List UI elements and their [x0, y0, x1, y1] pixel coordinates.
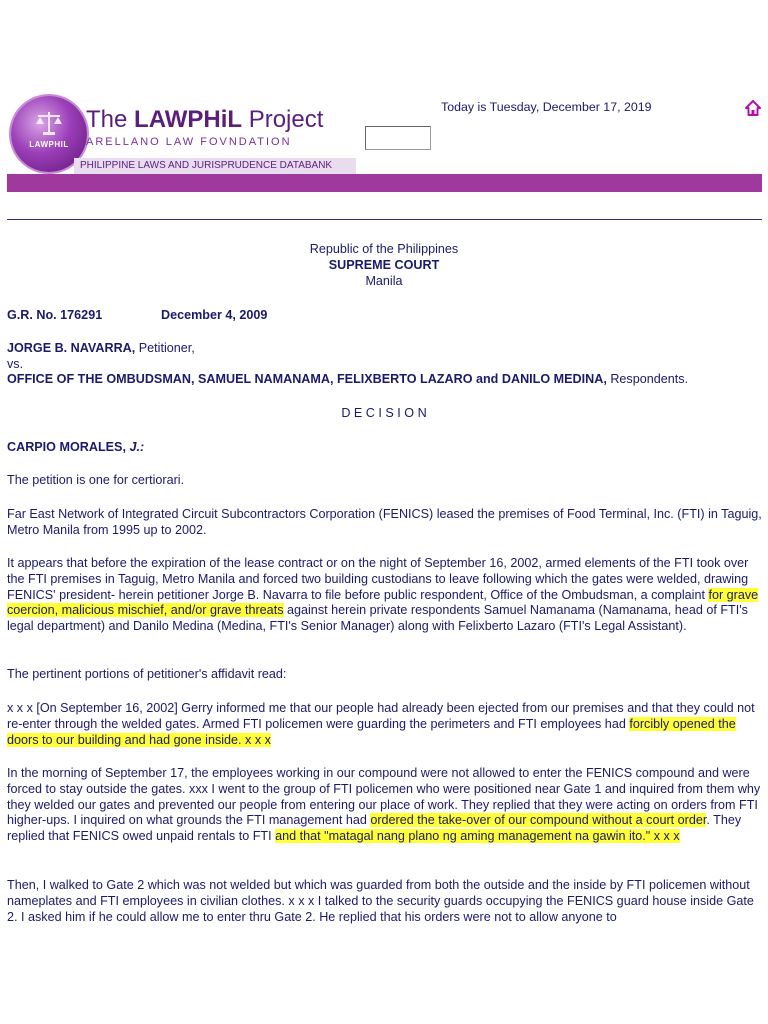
site-title-suffix: Project: [242, 106, 324, 133]
paragraph-6-text-b: . They replied that FENICS owed unpaid rentals to FTI: [7, 813, 742, 844]
respondents-role: Respondents.: [606, 372, 689, 386]
case-number: G.R. No. 176291: [7, 308, 103, 322]
paragraph-5-text: x x x [On September 16, 2002] Gerry informed me that our people had already been ejected from our premises and that they could not re-enter through the welded gates. Armed FTI policemen were guarding the perimeters and FTI employees had: [7, 701, 755, 731]
paragraph-5: [7, 701, 762, 748]
paragraph-6: [7, 766, 762, 845]
site-title-brand: LAWPHiL: [134, 106, 243, 133]
court-name: SUPREME COURT: [328, 258, 440, 272]
site-tagline-bar: [74, 158, 356, 174]
highlight-take-over: ordered the take-over of our compound without a court order: [370, 813, 707, 828]
highlight-matagal-nang-plano: and that "matagal nang plano ng aming management na gawin ito." x x x: [275, 829, 680, 844]
home-icon[interactable]: [744, 99, 762, 117]
scales-of-justice-icon: [35, 110, 63, 136]
paragraph-6-text-a: In the morning of September 17, the employees working in our compound were not allowed to enter the FENICS compound and were forced to stay outside the gates. xxx I went to the group of FTI policemen who were positioned near Gate 1 and inquired from them why they welded our gates and prevented our people from entering our place of work. They replied that they were acting on orders from FTI higher-ups. I inquired on what grounds the FTI management had: [7, 766, 761, 828]
seal-text: LAWPHIL: [29, 140, 69, 149]
court-city: Manila: [365, 274, 403, 288]
highlight-forcibly-opened: forcibly opened the doors to our building and had gone inside. x x x: [7, 716, 736, 747]
case-date: December 4, 2009: [161, 308, 268, 322]
site-subtitle: ARELLANO LAW FOVNDATION: [86, 136, 292, 148]
highlight-grave-coercion: for grave coercion, malicious mischief, and/or grave threats: [7, 587, 759, 618]
court-republic: Republic of the Philippines: [309, 242, 459, 256]
ponente-name: CARPIO MORALES,: [7, 440, 130, 454]
respondents-names: OFFICE OF THE OMBUDSMAN, SAMUEL NAMANAMA, FELIXBERTO LAZARO and DANILO MEDINA,: [7, 372, 607, 386]
site-title[interactable]: [86, 106, 323, 134]
paragraph-1: The petition is one for certiorari.: [7, 473, 185, 487]
header-band: [7, 174, 762, 192]
respondents-line: [7, 372, 688, 386]
ponente-title: J.:: [129, 440, 145, 454]
paragraph-3: [7, 556, 762, 635]
site-header: [0, 90, 768, 200]
petitioner-name: JORGE B. NAVARRA,: [7, 341, 136, 355]
versus: vs.: [7, 357, 24, 371]
paragraph-3-text-a: It appears that before the expiration of the lease contract or on the night of September 16, 2002, armed elements of the FTI took over the FTI premises in Taguig, Metro Manila and forced two building custodians to leave following which the gates were welded, drawing FENICS' president- herein petitioner Jorge B. Navarra to file before public respondent, Office of the Ombudsman, a complaint: [7, 556, 749, 602]
ponente: [7, 440, 144, 454]
current-date: Today is Tuesday, December 17, 2019: [441, 100, 652, 114]
header-divider: [7, 219, 762, 220]
petitioner-role: Petitioner,: [135, 341, 195, 355]
paragraph-3-text-b: against herein private respondents Samuel Namanama (Namanama, head of FTI's legal department) and Danilo Medina (Medina, FTI's Senior Manager) along with Felixberto Lazaro (FTI's Legal Assistant).: [7, 603, 748, 634]
paragraph-4: The pertinent portions of petitioner's affidavit read:: [7, 667, 287, 681]
petitioner-line: [7, 341, 195, 355]
search-input[interactable]: [365, 126, 431, 150]
decision-heading: D E C I S I O N: [341, 406, 427, 420]
site-title-prefix: The: [86, 106, 135, 133]
paragraph-7: Then, I walked to Gate 2 which was not welded but which was guarded from both the outside and the inside by FTI policemen without nameplates and FTI employees in civilian clothes. x x x I talked to the security guards occupying the FENICS guard house inside Gate 2. I asked him if he could allow me to enter thru Gate 2. He replied that his orders were not to allow anyone to: [7, 878, 754, 924]
site-tagline: PHILIPPINE LAWS AND JURISPRUDENCE DATABANK: [80, 160, 333, 171]
paragraph-2: Far East Network of Integrated Circuit Subcontractors Corporation (FENICS) leased the premises of Food Terminal, Inc. (FTI) in Taguig, Metro Manila from 1995 up to 2002.: [7, 507, 762, 537]
